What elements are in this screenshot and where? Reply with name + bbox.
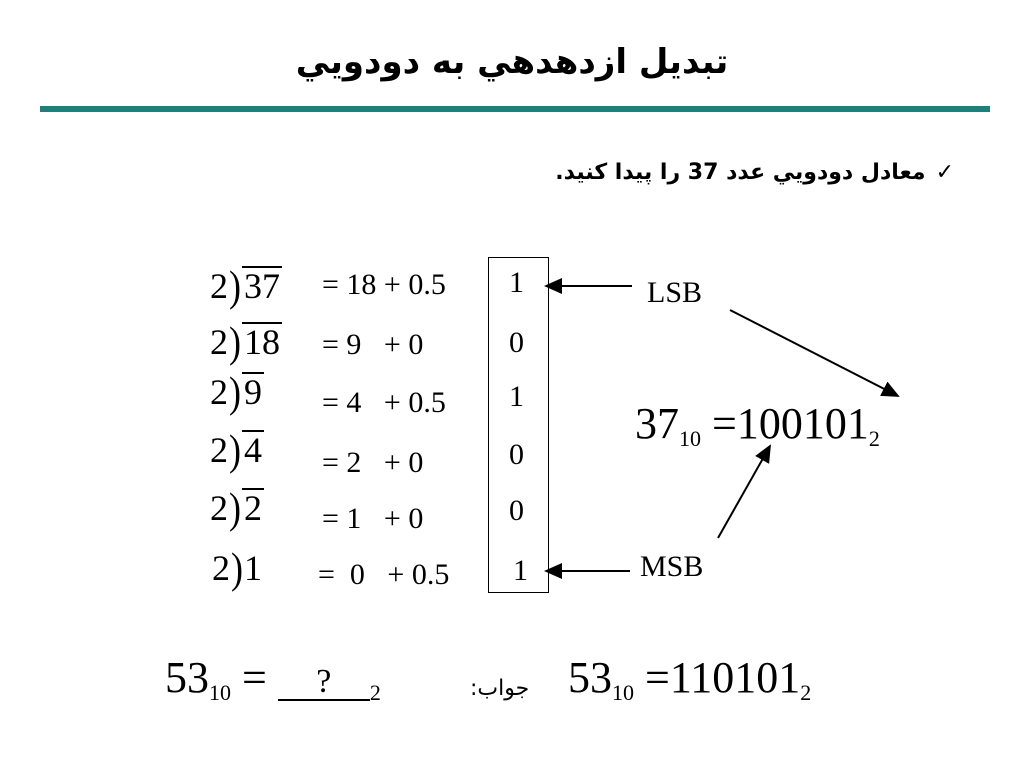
- equation: = 1 + 0: [322, 502, 424, 535]
- question-equation: [165, 652, 381, 703]
- remainder-bit: 0: [509, 326, 524, 359]
- equation: = 0 + 0.5: [318, 558, 450, 591]
- msb-to-result-arrow: [718, 446, 770, 538]
- answer-equation: [568, 652, 811, 703]
- divisor: 2: [210, 372, 228, 412]
- question-equals: =: [242, 653, 267, 702]
- result-binary: 100101: [736, 399, 869, 448]
- dividend: 37: [244, 266, 280, 306]
- answer-decimal: 53: [568, 653, 612, 702]
- division-bracket: ): [231, 544, 243, 592]
- remainder-bit: 1: [513, 554, 528, 587]
- divisor: 2: [210, 430, 228, 470]
- remainder-bit: 1: [509, 266, 524, 299]
- dividend: 4: [244, 430, 262, 470]
- result-base-from: 10: [679, 426, 701, 451]
- remainder-bit: 0: [509, 494, 524, 527]
- dividend: 18: [244, 322, 280, 362]
- dividend: 9: [244, 372, 262, 412]
- equation: = 18 + 0.5: [322, 268, 446, 301]
- division-bracket: ): [229, 368, 241, 416]
- remainder-bit: 0: [509, 438, 524, 471]
- divisor: 2: [210, 322, 228, 362]
- question-decimal: 53: [165, 653, 209, 702]
- msb-label: MSB: [640, 550, 704, 583]
- dividend: 1: [244, 548, 262, 588]
- answer-binary: 110101: [669, 653, 801, 702]
- answer-base-from: 10: [612, 680, 634, 705]
- check-icon: ✓: [935, 160, 954, 185]
- question-base-to: 2: [369, 680, 381, 705]
- result-decimal: 37: [635, 399, 679, 448]
- lsb-label: LSB: [647, 276, 703, 309]
- answer-equals: =: [645, 653, 670, 702]
- equation: = 2 + 0: [322, 446, 424, 479]
- dividend: 2: [244, 488, 262, 528]
- divisor: 2: [212, 548, 230, 588]
- remainder-bit: 1: [509, 380, 524, 413]
- bullet-text: معادل دودويي عدد 37 را پيدا کنيد.: [555, 160, 926, 185]
- lsb-to-result-arrow: [730, 310, 898, 396]
- answer-label: :جواب: [470, 676, 530, 701]
- equation: = 4 + 0.5: [322, 386, 446, 419]
- division-bracket: ): [229, 484, 241, 532]
- division-bracket: ): [229, 262, 241, 310]
- divisor: 2: [210, 488, 228, 528]
- slide-title: تبديل ازدهدهي به دودويي: [295, 42, 729, 82]
- result-equals: =: [712, 399, 737, 448]
- result-base-to: 2: [868, 426, 880, 451]
- divisor: 2: [210, 266, 228, 306]
- division-bracket: ): [229, 318, 241, 366]
- answer-blank: ?: [278, 665, 370, 701]
- answer-base-to: 2: [800, 680, 812, 705]
- division-bracket: ): [229, 426, 241, 474]
- equation: = 9 + 0: [322, 328, 424, 361]
- question-base-from: 10: [209, 680, 231, 705]
